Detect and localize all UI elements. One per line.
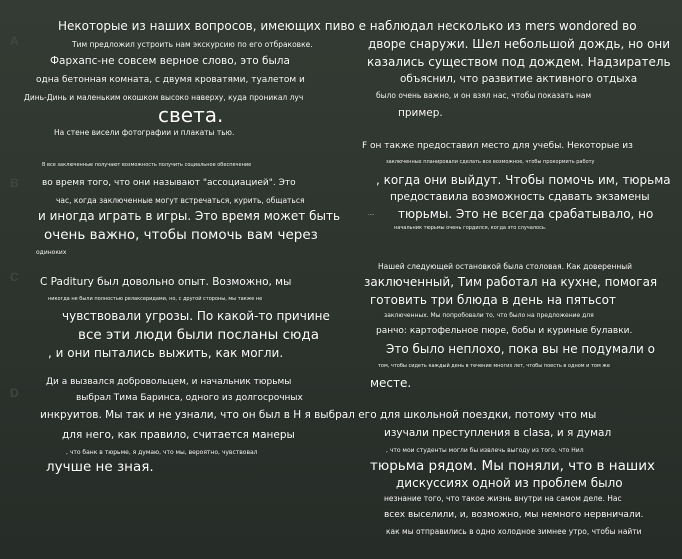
text-line: С Paditury был довольно опыт. Возможно, мы [40, 276, 292, 288]
text-line: , и они пытались выжить, как могли. [48, 346, 284, 360]
text-line: дворе снаружи. Шел небольшой дождь, но они [368, 37, 671, 51]
text-line: Динь-Динь и маленьким окошком высоко наверху, куда проникал луч [24, 93, 304, 102]
text-line: Ди а вызвался добровольцем, и начальник тюрьмы [46, 377, 292, 387]
text-line: одна бетонная комната, с двумя кроватями, туалетом и [36, 75, 305, 85]
text-line: Фархапс-не совсем верное слово, это была [50, 55, 290, 67]
text-line: заключенный, Тим работал на кухне, помогая [364, 275, 658, 289]
text-line: выбрал Тима Баринса, одного из долгосрочных [76, 393, 303, 403]
text-line: все эти люди были посланы сюда [78, 327, 319, 343]
text-line: , что мои студенты могли бы извлечь выгоду из того, что Нил [386, 447, 584, 454]
text-line: предоставила возможность сдавать экзамены [390, 191, 650, 203]
text-line: очень важно, чтобы помочь вам через [44, 227, 318, 243]
text-line: На стене висели фотографии и плакаты тью. [54, 128, 235, 137]
text-line: никогда не были полностью релаксеридами, но, с другой стороны, мы также не [48, 296, 263, 302]
text-line: готовить три блюда в день на пятьсот [370, 293, 616, 307]
text-line: месте. [370, 376, 412, 390]
text-line: лучше не зная. [46, 459, 154, 475]
margin-mark-c: C [10, 270, 19, 284]
text-line: дискуссиях одной из проблем было [396, 476, 623, 490]
text-line: света. [158, 103, 224, 127]
text-line: как мы отправились в одно холодное зимнее утро, чтобы найти [386, 527, 642, 536]
text-line: В все заключенные получают возможность получить социальное обеспечение [42, 162, 252, 168]
text-line: пример. [398, 107, 443, 119]
text-line: одиноких [36, 249, 67, 256]
text-line: заключенных планировали сделать все возможное, чтобы прокормить работу [386, 159, 595, 165]
text-line: тюрьмы. Это не всегда срабатывало, но [398, 207, 654, 221]
text-line: Тим предложил устроить нам экскурсию по его отбраковке. [72, 40, 313, 49]
text-line: заключенных. Мы попробовали то, что было на предложение для [384, 312, 594, 319]
text-line: ранчо: картофельное пюре, бобы и куриные булавки. [376, 326, 633, 336]
text-line: F он также предоставил место для учебы. Некоторые из [362, 141, 633, 151]
text-line: час, когда заключенные могут встречаться, курить, общаться [56, 196, 305, 205]
text-line: незнание того, что такое жизнь внутри на самом деле. Нас [384, 494, 622, 503]
text-line: для него, как правило, считается манеры [62, 429, 295, 441]
text-line: всех выселили, и, возможно, мы немного нервничали. [384, 510, 644, 520]
margin-mark-a: A [10, 34, 19, 48]
text-line: , когда они выйдут. Чтобы помочь им, тюрьма [376, 173, 671, 187]
text-line: Некоторые из наших вопросов, имеющих пиво е наблюдал несколько из mers wondored во [58, 19, 637, 33]
text-line: было очень важно, и он взял нас, чтобы показать нам [376, 91, 592, 100]
text-line: чувствовали угрозы. По какой-то причине [62, 309, 330, 323]
text-line: казались существом под дождем. Надзиратель [367, 55, 671, 69]
text-line: тюрьма рядом. Мы поняли, что в наших [370, 458, 656, 474]
text-line: Нашей следующей остановкой была столовая. Как доверенный [378, 262, 633, 271]
text-line: инкруитов. Мы так и не узнали, что он был в Н я выбрал его для школьной поездки, потому что мы [40, 409, 597, 421]
text-line: начальник тюрьмы очень гордился, когда это случалось. [394, 225, 547, 231]
text-line: изучали преступления в clasa, и я думал [384, 427, 612, 439]
text-line: во время того, что они называют "ассоциацией". Это [42, 178, 296, 188]
text-line: , что банк в тюрьме, я думаю, что мы, вероятно, чувствовал [66, 449, 258, 456]
margin-mark-d: D [10, 386, 19, 400]
text-line: Это было неплохо, пока вы не подумали о [386, 342, 656, 356]
text-line: и иногда играть в игры. Это время может быть [38, 209, 341, 223]
text-line: объяснил, что развитие активного отдыха [400, 73, 638, 85]
text-line: том, чтобы сидеть каждый день в течение многих лет, чтобы поесть в одном и том же [378, 363, 610, 369]
margin-mark-b: B [10, 176, 19, 190]
stray-mark: ···· [368, 212, 375, 218]
